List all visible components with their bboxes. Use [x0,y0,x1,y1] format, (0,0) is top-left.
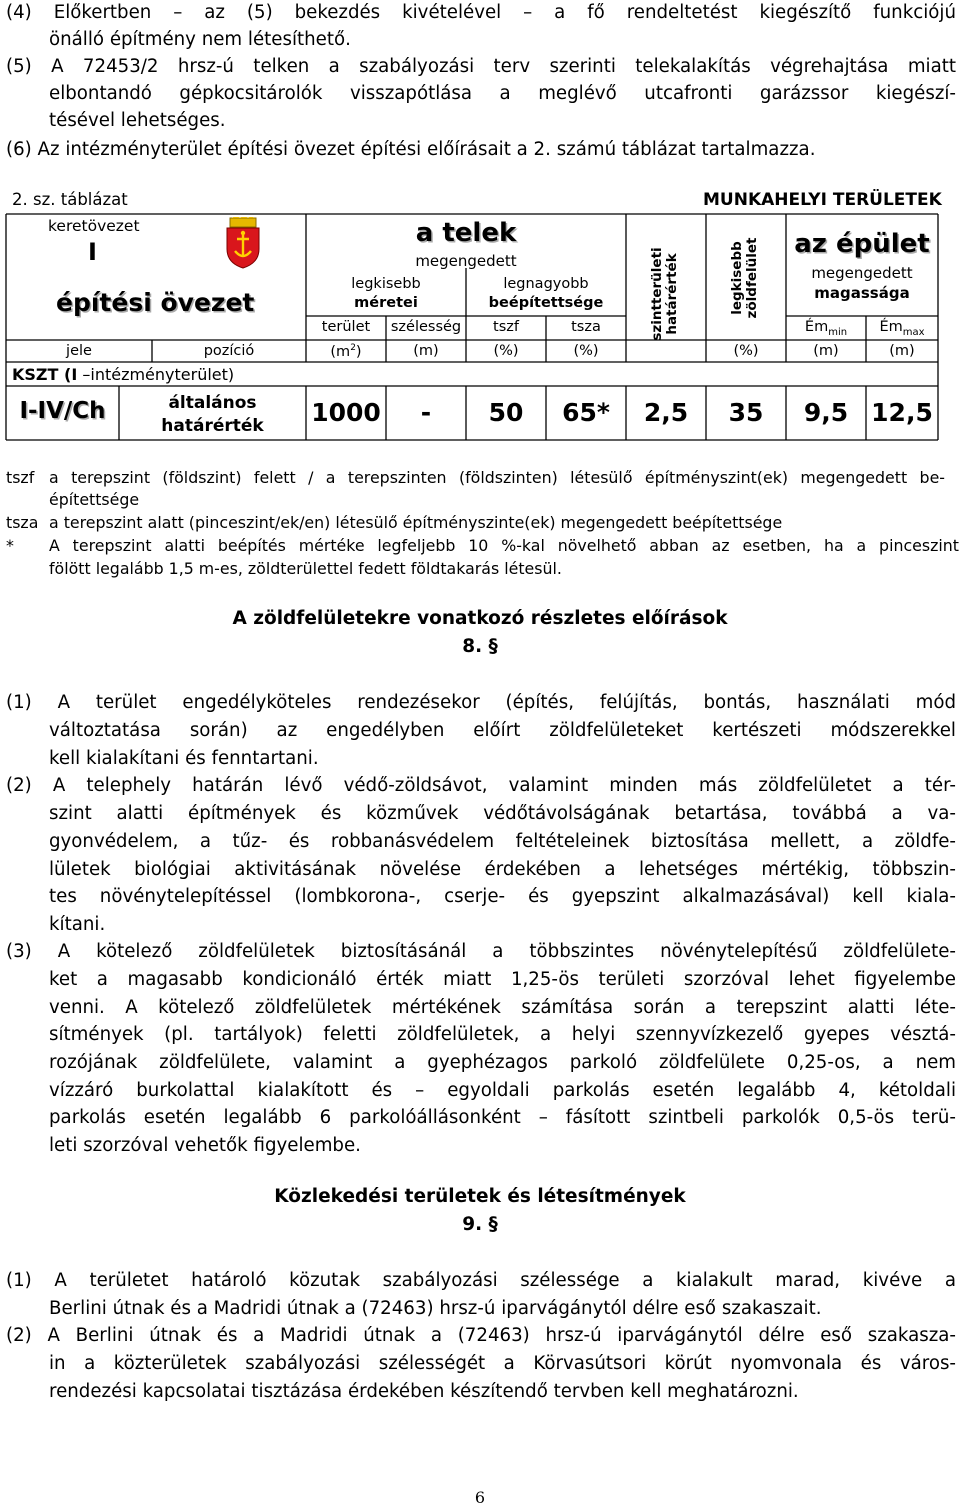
telek-megengedett: megengedett [415,252,517,270]
s8-p2-line-6: kítani. [49,914,106,935]
section-8-heading: A zöldfelületekre vonatkozó részletes előírások [232,608,728,629]
value-szelesseg: - [420,398,432,427]
pozicio-label: pozíció [203,343,255,359]
zold-label-1: legkisebb [729,241,745,315]
keretovezet-value: I [88,238,97,266]
col-em-min [786,319,866,338]
jele-label: jele [66,343,92,359]
footnote-star-key: * [6,536,14,555]
s9-p1-line-1: (1) A területet határoló közutak szabályozási szélessége a kialakult marad, kivéve a [6,1270,956,1291]
s8-p3-line-8: leti szorzóval vehetők figyelembe. [49,1135,361,1156]
footnote-tsza-text: a terepszint alatt (pinceszint/ek/en) létesülő építményszinte(ek) megengedett beépítettsége [49,513,783,532]
telek-title: a telek [415,218,517,248]
footnote-star-line-1: A terepszint alatti beépítés mértéke legfeljebb 10 %-kal növelhető abban az esetben, ha a pinceszint [49,536,959,555]
unit-m2-sup: 2 [350,343,356,353]
footnote-tsza-key: tsza [6,513,39,532]
unit-terulet [306,343,386,360]
s8-p2-line-5: tes növénytelepítéssel (lombkorona-, cserje- és gyepszint alkalmazásával) kell kiala- [49,886,956,907]
row-pos-2: határérték [161,416,264,436]
em-min-label: Ém [804,319,829,335]
s8-p3-line-7: parkolás esetén legalább 6 parkolóállásonként – fásított szintbeli parkolók 0,5-ös terü- [49,1107,956,1128]
col-tszf: tszf [493,319,519,335]
row-pos-1: általános [168,393,257,413]
footnote-tszf-line-1: a terepszint (földszint) felett / a terepszinten (földszinten) létesülő építményszint(ek) megengedett be- [49,468,945,487]
kszt-post: –intézményterület) [77,365,235,384]
paragraph-6-line-1: (6) Az intézményterület építési övezet építési előírásait a 2. számú táblázat tartalmazza. [6,139,816,160]
meretei-label: méretei [354,295,418,311]
s8-p3-line-6: vízzáró burkolattal kialakított és – egyoldali parkolás esetén legalább 4, kétoldali [49,1080,956,1101]
em-max-label: Ém [879,319,903,335]
unit-tsza: (%) [573,343,599,359]
section-8-number: 8. § [462,636,498,657]
s8-p1-line-2: változtatása során) az engedélyben előírt zöldfelületeket kertészeti módszerekkel [49,720,956,741]
footnote-star-line-2: fölött legalább 1,5 m-es, zöldterülettel fedett földtakarás létesül. [49,559,562,578]
s8-p3-line-4: sítmények (pl. tartályok) feletti zöldfelületek, a helyi szennyvízkezelő gyepes vésztá- [49,1024,956,1045]
value-zoldfelulet: 35 [728,398,764,427]
unit-em-min: (m) [813,343,839,359]
value-szintteruleti: 2,5 [643,398,689,427]
table-section-title: MUNKAHELYI TERÜLETEK [703,190,942,210]
coat-of-arms-icon [224,217,262,269]
kszt-pre: KSZT ( [12,365,72,384]
s9-p1-line-2: Berlini útnak és a Madridi útnak a (72463) hrsz-ú iparvágánytól délre eső szakaszait. [49,1298,822,1319]
legnagyobb-label: legnagyobb [503,276,589,292]
unit-m2-post: ) [355,343,362,360]
zone-label: építési övezet [56,288,255,317]
s8-p1-line-3: kell kialakítani és fenntartani. [49,748,319,769]
section-9-heading: Közlekedési területek és létesítmények [274,1186,686,1207]
col-terulet: terület [321,319,371,335]
legkisebb-zoldfelulet-header [730,208,762,348]
szint-label-2: határérték [664,253,680,335]
col-tsza: tsza [571,319,601,335]
value-tsza: 65* [562,398,610,427]
s8-p3-line-3: venni. A kötelező zöldfelületek mértékének számítása során a terepszint alatti léte- [49,997,956,1018]
s8-p2-line-4: lületek biológiai aktivitásának növelése érdekében a lehetséges mértékig, többszin- [49,859,956,880]
section-9-number: 9. § [462,1214,498,1235]
unit-tszf: (%) [493,343,519,359]
paragraph-5-line-2: elbontandó gépkocsitárolók visszapótlása a meglévő utcafronti garázssor kiegészí- [49,83,956,104]
unit-em-max: (m) [889,343,915,359]
footnote-tszf-key: tszf [6,468,35,487]
page-number: 6 [474,1488,486,1507]
kszt-label [12,365,234,384]
szint-label-1: szintterületi [649,247,665,341]
paragraph-4-line-1: (4) Előkertben – az (5) bekezdés kivételével – a fő rendeltetést kiegészítő funkciójú [6,2,956,23]
beepitettsege-label: beépítettsége [488,295,604,311]
footnote-tszf-line-2: építettsége [49,490,140,509]
epulet-megengedett: megengedett [811,264,913,282]
s9-p2-line-3: rendezési kapcsolatai tisztázása érdekében készítendő tervben kell meghatározni. [49,1381,799,1402]
col-em-max [866,319,938,338]
paragraph-4-line-2: önálló építmény nem létesíthető. [49,29,351,50]
paragraph-5-line-3: tésével lehetséges. [49,110,226,131]
s9-p2-line-2: in a közterületek szabályozási szélességét a Körvasútsori körút nyomvonala és város- [49,1353,956,1374]
em-min-sub: min [828,326,848,338]
unit-zold: (%) [733,343,759,359]
table-caption: 2. sz. táblázat [12,190,128,209]
keretovezet-label: keretövezet [48,217,140,235]
value-tszf: 50 [488,398,524,427]
s8-p2-line-2: szint alatti építmények és közművek védőtávolságának betartása, továbbá a va- [49,803,956,824]
row-code: I-IV/Ch [19,398,106,424]
epulet-magassaga: magassága [814,284,910,302]
s8-p1-line-1: (1) A terület engedélyköteles rendezésekor (építés, felújítás, bontás, használati mód [6,692,956,713]
s8-p2-line-3: gyonvédelem, a tűz- és robbanásvédelem feltételeinek biztosítása mellett, a zöldfe- [49,831,956,852]
s8-p3-line-5: rozójának zöldfelülete, valamint a gyephézagos parkoló zöldfelülete 0,25-os, a nem [49,1052,956,1073]
em-max-sub: max [902,326,925,338]
value-em-min: 9,5 [803,398,849,427]
s9-p2-line-1: (2) A Berlini útnak és a Madridi útnak a (72463) hrsz-ú iparvágánytól délre eső szakasza- [6,1325,956,1346]
s8-p3-line-2: ket a magasabb kondicionáló érték miatt 1,25-ös területi szorzóval lehet figyelembe [49,969,956,990]
paragraph-5-line-1: (5) A 72453/2 hrsz-ú telken a szabályozási terv szerinti telekalakítás végrehajtása miatt [6,56,956,77]
row-position [119,392,306,438]
zold-label-2: zöldfelület [744,237,760,319]
unit-m2-pre: (m [330,343,351,360]
unit-szelesseg: (m) [413,343,439,359]
s8-p3-line-1: (3) A kötelező zöldfelületek biztosításánál a többszintes növénytelepítésű zöldfelülete- [6,941,956,962]
s8-p2-line-1: (2) A telephely határán lévő védő-zöldsávot, valamint minden más zöldfelületet a tér- [6,775,956,796]
epulet-title: az épület [794,229,930,259]
value-em-max: 12,5 [871,398,933,427]
value-terulet: 1000 [311,398,381,427]
col-szelesseg: szélesség [390,319,462,335]
kszt-bold: I [71,365,78,384]
szintteruleti-hatarertek-header [650,224,682,364]
legkisebb-label: legkisebb [351,276,421,292]
